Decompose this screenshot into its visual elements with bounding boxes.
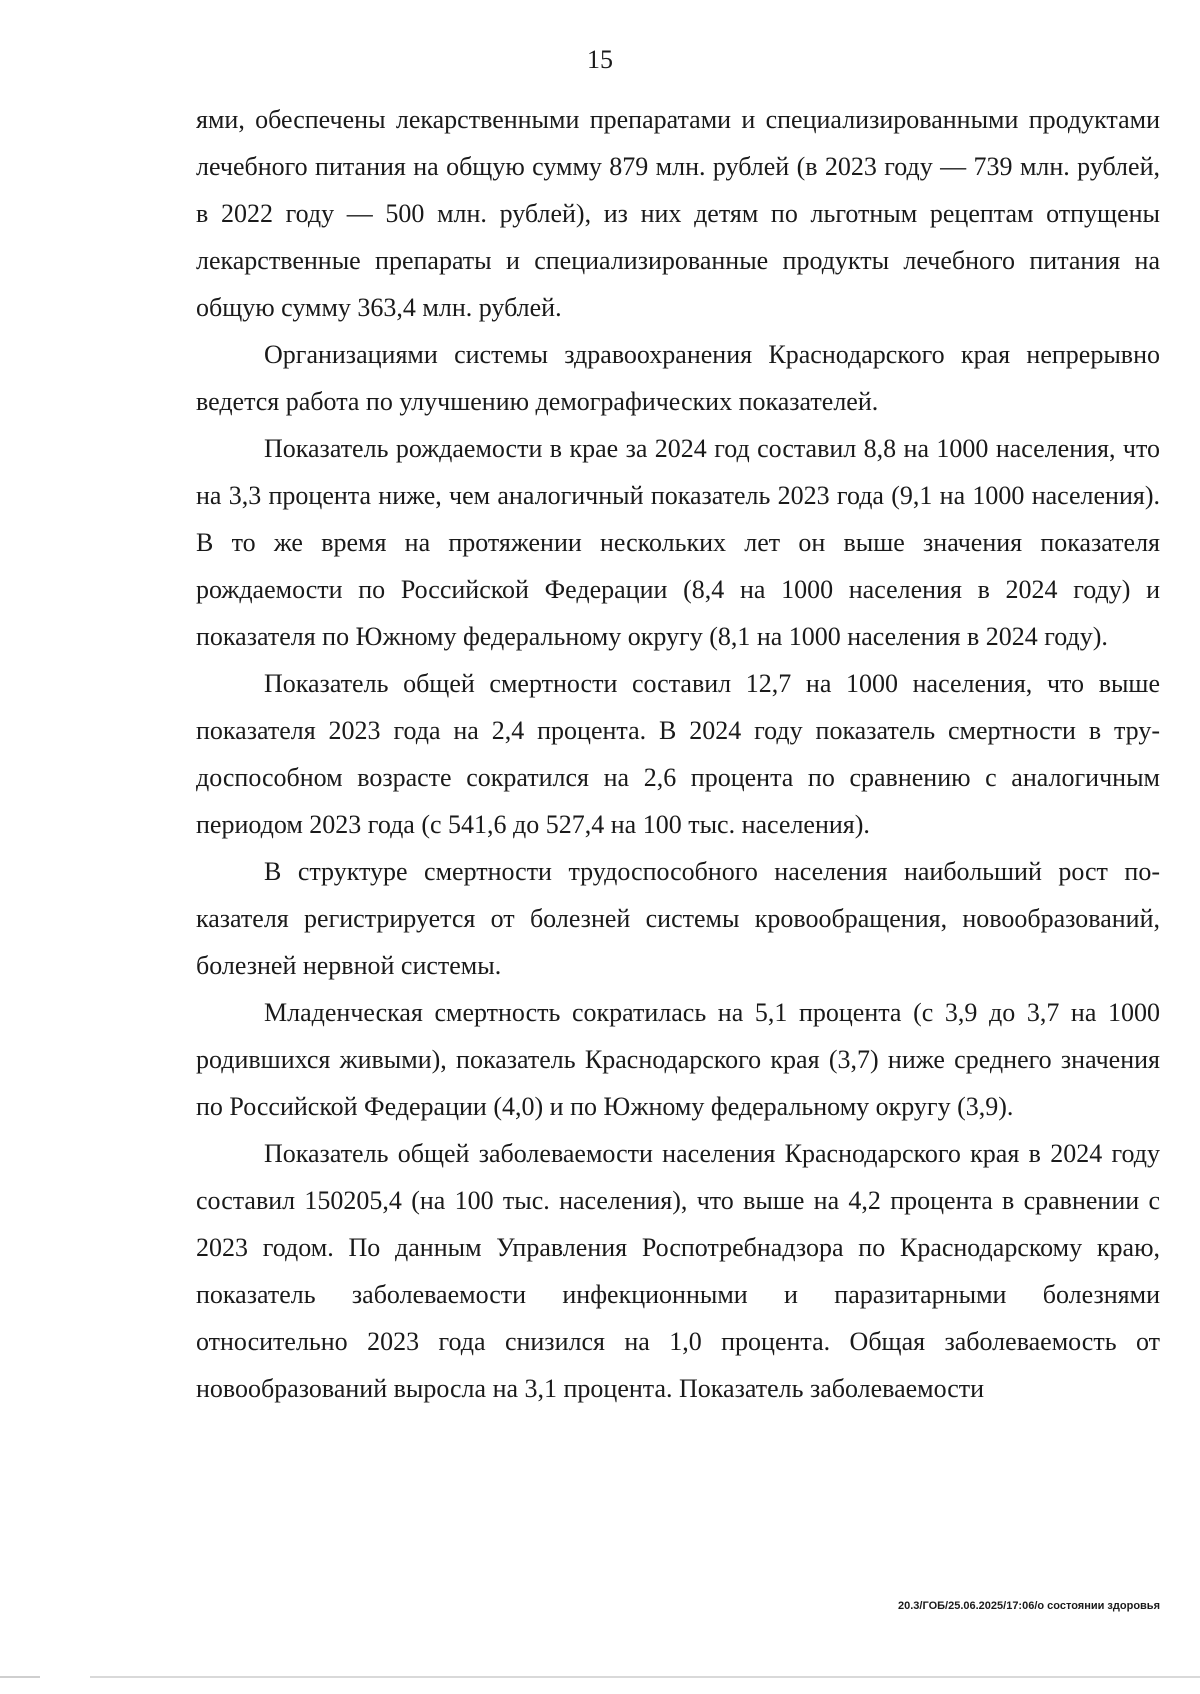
body-text (196, 96, 1160, 1412)
paragraph: Младенческая смертность сократилась на 5,1 процента (с 3,9 до 3,7 на 1000 родившихся живыми), показатель Краснодарского края (3,7) ниже среднего значения по Российской Федерации (4,0) и по Южному федеральному округу (3,9). (196, 998, 1160, 1121)
paragraph: Организациями системы здравоохранения Краснодарского края непрерывно ведется работа по улучшению демографических показателей. (196, 340, 1160, 416)
paragraph: Показатель общей смертности составил 12,7 на 1000 населения, что выше показателя 2023 года на 2,4 процента. В 2024 году показатель смертности в трудоспособном возрасте сократился на 2,6 процента по сравнению с аналогичным периодом 2023 года (с 541,6 до 527,4 на 100 тыс. населения). (196, 669, 1160, 839)
scan-edge-rule (0, 1676, 1200, 1678)
document-footer-code: 20.3/ГОБ/25.06.2025/17:06/о состоянии здоровья (898, 1600, 1160, 1612)
paragraph: Показатель общей заболеваемости населения Краснодарского края в 2024 году составил 150205,4 (на 100 тыс. населения), что выше на 4,2 процента в сравнении с 2023 годом. По данным Управления Роспотребнадзора по Краснодарскому краю, показатель заболеваемости инфекционными и паразитарными болезнями относительно 2023 года снизился на 1,0 процента. Общая заболеваемость от новообразований выросла на 3,1 процента. Показатель заболеваемости (196, 1139, 1160, 1403)
paragraph: ями, обеспечены лекарственными препаратами и специализированными продуктами лечебного питания на общую сумму 879 млн. рублей (в 2023 году — 739 млн. рублей, в 2022 году — 500 млн. рублей), из них детям по льготным рецептам отпущены лекарственные препараты и специализированные продукты лечебного питания на общую сумму 363,4 млн. рублей. (196, 105, 1160, 322)
page-number: 15 (587, 45, 613, 74)
paragraph: В структуре смертности трудоспособного населения наибольший рост показателя регистрируется от болезней системы кровообращения, новообразований, болезней нервной системы. (196, 857, 1160, 980)
paragraph: Показатель рождаемости в крае за 2024 год составил 8,8 на 1000 населения, что на 3,3 процента ниже, чем аналогичный показатель 2023 года (9,1 на 1000 населения). В то же время на протяжении нескольких лет он выше значения показателя рождаемости по Российской Федерации (8,4 на 1000 населения в 2024 году) и показателя по Южному федеральному округу (8,1 на 1000 населения в 2024 году). (196, 434, 1160, 651)
